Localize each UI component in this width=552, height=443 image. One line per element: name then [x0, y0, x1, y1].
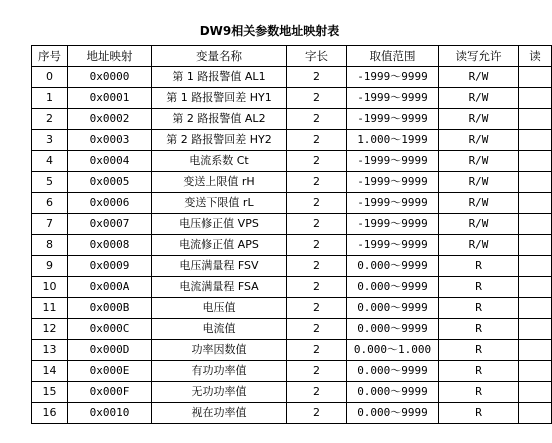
- table-row: [32, 88, 552, 109]
- cell-word-length: 2: [287, 319, 347, 340]
- cell-word-length: 2: [287, 109, 347, 130]
- cell-read-write: R/W: [439, 172, 519, 193]
- cell-value-range: 0.000～9999: [347, 403, 439, 424]
- cell-word-length: 2: [287, 235, 347, 256]
- cell-value-range: 0.000～1.000: [347, 340, 439, 361]
- cell-read-write: R: [439, 319, 519, 340]
- table-row: [32, 340, 552, 361]
- cell-address: 0x0005: [68, 172, 152, 193]
- cell-address: 0x0010: [68, 403, 152, 424]
- cell-variable-name: 变送下限值 rL: [152, 193, 287, 214]
- cell-index: 4: [32, 151, 68, 172]
- cell-extra: [519, 130, 552, 151]
- header-row: [32, 46, 552, 67]
- cell-index: 1: [32, 88, 68, 109]
- cell-address: 0x000E: [68, 361, 152, 382]
- cell-read-write: R/W: [439, 235, 519, 256]
- cell-word-length: 2: [287, 193, 347, 214]
- cell-value-range: 0.000～9999: [347, 319, 439, 340]
- cell-extra: [519, 403, 552, 424]
- cell-extra: [519, 256, 552, 277]
- cell-extra: [519, 340, 552, 361]
- cell-address: 0x000A: [68, 277, 152, 298]
- table-row: [32, 109, 552, 130]
- cell-read-write: R/W: [439, 67, 519, 88]
- cell-index: 0: [32, 67, 68, 88]
- cell-variable-name: 无功功率值: [152, 382, 287, 403]
- cell-read-write: R/W: [439, 193, 519, 214]
- cell-index: 15: [32, 382, 68, 403]
- address-map-table: [31, 45, 552, 424]
- cell-value-range: 0.000～9999: [347, 256, 439, 277]
- header-extra: 读: [519, 46, 552, 67]
- table-row: [32, 319, 552, 340]
- header-address: 地址映射: [68, 46, 152, 67]
- table-row: [32, 298, 552, 319]
- cell-variable-name: 第 1 路报警值 AL1: [152, 67, 287, 88]
- cell-extra: [519, 298, 552, 319]
- cell-address: 0x0008: [68, 235, 152, 256]
- cell-extra: [519, 172, 552, 193]
- table-row: [32, 361, 552, 382]
- cell-value-range: -1999～9999: [347, 214, 439, 235]
- cell-extra: [519, 151, 552, 172]
- cell-read-write: R: [439, 298, 519, 319]
- cell-variable-name: 电流满量程 FSA: [152, 277, 287, 298]
- header-word-length: 字长: [287, 46, 347, 67]
- header-variable-name: 变量名称: [152, 46, 287, 67]
- table-row: [32, 277, 552, 298]
- cell-extra: [519, 193, 552, 214]
- table-row: [32, 214, 552, 235]
- cell-variable-name: 有功功率值: [152, 361, 287, 382]
- cell-address: 0x0009: [68, 256, 152, 277]
- cell-word-length: 2: [287, 88, 347, 109]
- cell-address: 0x000F: [68, 382, 152, 403]
- cell-word-length: 2: [287, 172, 347, 193]
- cell-address: 0x0007: [68, 214, 152, 235]
- header-index: 序号: [32, 46, 68, 67]
- cell-read-write: R/W: [439, 109, 519, 130]
- cell-read-write: R: [439, 256, 519, 277]
- cell-extra: [519, 361, 552, 382]
- cell-value-range: -1999～9999: [347, 151, 439, 172]
- cell-word-length: 2: [287, 382, 347, 403]
- cell-value-range: 0.000～9999: [347, 382, 439, 403]
- cell-read-write: R: [439, 277, 519, 298]
- cell-word-length: 2: [287, 298, 347, 319]
- cell-index: 12: [32, 319, 68, 340]
- cell-word-length: 2: [287, 277, 347, 298]
- cell-read-write: R: [439, 361, 519, 382]
- cell-value-range: -1999～9999: [347, 67, 439, 88]
- cell-word-length: 2: [287, 151, 347, 172]
- cell-index: 14: [32, 361, 68, 382]
- cell-read-write: R: [439, 382, 519, 403]
- cell-value-range: -1999～9999: [347, 109, 439, 130]
- cell-value-range: 1.000～1999: [347, 130, 439, 151]
- table-row: [32, 193, 552, 214]
- cell-address: 0x0006: [68, 193, 152, 214]
- cell-address: 0x000D: [68, 340, 152, 361]
- cell-index: 9: [32, 256, 68, 277]
- cell-extra: [519, 382, 552, 403]
- cell-variable-name: 电流系数 Ct: [152, 151, 287, 172]
- cell-value-range: -1999～9999: [347, 193, 439, 214]
- cell-extra: [519, 214, 552, 235]
- cell-variable-name: 变送上限值 rH: [152, 172, 287, 193]
- cell-word-length: 2: [287, 130, 347, 151]
- cell-address: 0x0000: [68, 67, 152, 88]
- cell-variable-name: 功率因数值: [152, 340, 287, 361]
- cell-read-write: R/W: [439, 88, 519, 109]
- cell-index: 5: [32, 172, 68, 193]
- cell-index: 3: [32, 130, 68, 151]
- cell-read-write: R/W: [439, 151, 519, 172]
- table-row: [32, 382, 552, 403]
- table-row: [32, 172, 552, 193]
- table-row: [32, 235, 552, 256]
- cell-word-length: 2: [287, 403, 347, 424]
- table-row: [32, 151, 552, 172]
- cell-address: 0x000C: [68, 319, 152, 340]
- cell-index: 16: [32, 403, 68, 424]
- table-row: [32, 67, 552, 88]
- cell-index: 13: [32, 340, 68, 361]
- cell-value-range: 0.000～9999: [347, 277, 439, 298]
- cell-value-range: -1999～9999: [347, 235, 439, 256]
- cell-read-write: R/W: [439, 214, 519, 235]
- cell-address: 0x0002: [68, 109, 152, 130]
- cell-extra: [519, 319, 552, 340]
- cell-read-write: R/W: [439, 130, 519, 151]
- cell-variable-name: 第 2 路报警值 AL2: [152, 109, 287, 130]
- cell-variable-name: 第 1 路报警回差 HY1: [152, 88, 287, 109]
- cell-address: 0x0003: [68, 130, 152, 151]
- cell-value-range: -1999～9999: [347, 88, 439, 109]
- cell-extra: [519, 67, 552, 88]
- cell-address: 0x0001: [68, 88, 152, 109]
- cell-value-range: 0.000～9999: [347, 361, 439, 382]
- cell-index: 11: [32, 298, 68, 319]
- cell-word-length: 2: [287, 361, 347, 382]
- cell-value-range: 0.000～9999: [347, 298, 439, 319]
- cell-index: 6: [32, 193, 68, 214]
- cell-value-range: -1999～9999: [347, 172, 439, 193]
- cell-variable-name: 电流值: [152, 319, 287, 340]
- cell-read-write: R: [439, 403, 519, 424]
- cell-extra: [519, 88, 552, 109]
- cell-index: 7: [32, 214, 68, 235]
- cell-word-length: 2: [287, 67, 347, 88]
- table-row: [32, 130, 552, 151]
- cell-read-write: R: [439, 340, 519, 361]
- cell-extra: [519, 235, 552, 256]
- cell-address: 0x0004: [68, 151, 152, 172]
- cell-variable-name: 视在功率值: [152, 403, 287, 424]
- table-title: DW9相关参数地址映射表: [199, 24, 340, 38]
- cell-index: 10: [32, 277, 68, 298]
- table-row: [32, 403, 552, 424]
- cell-index: 8: [32, 235, 68, 256]
- header-value-range: 取值范围: [347, 46, 439, 67]
- cell-variable-name: 电压修正值 VPS: [152, 214, 287, 235]
- table-row: [32, 256, 552, 277]
- cell-word-length: 2: [287, 256, 347, 277]
- cell-variable-name: 电压满量程 FSV: [152, 256, 287, 277]
- cell-word-length: 2: [287, 214, 347, 235]
- cell-variable-name: 电压值: [152, 298, 287, 319]
- cell-word-length: 2: [287, 340, 347, 361]
- header-read-write: 读写允许: [439, 46, 519, 67]
- cell-variable-name: 第 2 路报警回差 HY2: [152, 130, 287, 151]
- cell-extra: [519, 277, 552, 298]
- cell-index: 2: [32, 109, 68, 130]
- cell-extra: [519, 109, 552, 130]
- cell-address: 0x000B: [68, 298, 152, 319]
- cell-variable-name: 电流修正值 APS: [152, 235, 287, 256]
